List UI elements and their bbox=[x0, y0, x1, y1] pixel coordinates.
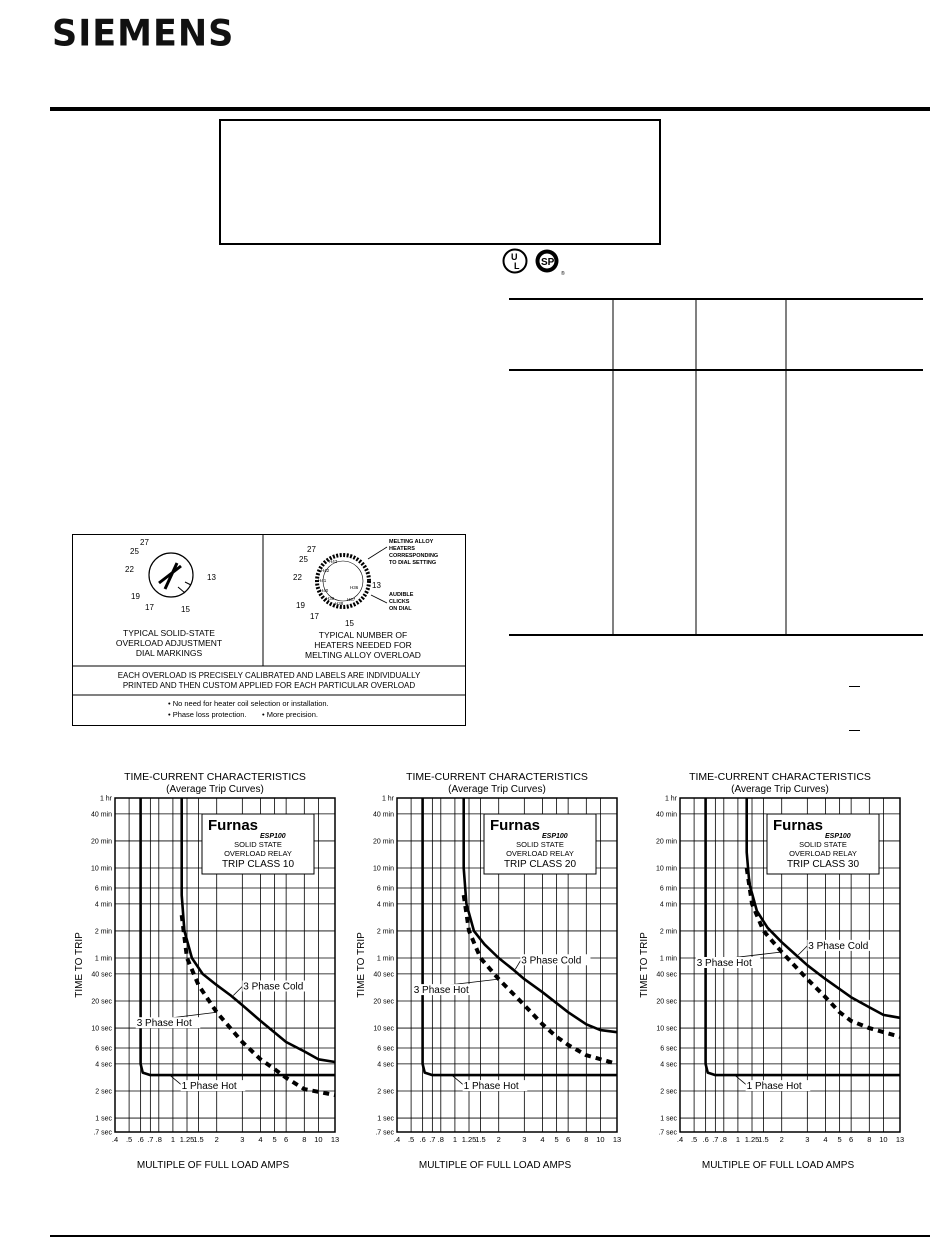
y-tick-label: 2 min bbox=[659, 928, 677, 936]
y-tick-label: 40 sec bbox=[91, 971, 112, 979]
x-tick-label: .5 bbox=[690, 1135, 698, 1144]
heater-code: H36 bbox=[350, 585, 359, 590]
x-tick-label: 8 bbox=[867, 1135, 872, 1144]
y-tick-label: 40 min bbox=[372, 811, 394, 819]
chart-title: TIME-CURRENT CHARACTERISTICS bbox=[689, 771, 871, 783]
y-tick-label: 4 min bbox=[376, 901, 394, 909]
calibration-statement: EACH OVERLOAD IS PRECISELY CALIBRATED AND LABELS ARE INDIVIDUALLY bbox=[117, 671, 421, 680]
footer-rule bbox=[50, 1235, 930, 1237]
left-caption: OVERLOAD ADJUSTMENT bbox=[115, 638, 223, 648]
callout-text: HEATERS bbox=[389, 546, 415, 552]
series-label: 3 Phase Hot bbox=[696, 958, 752, 970]
y-tick-label: 20 sec bbox=[91, 998, 112, 1006]
series-label: 3 Phase Hot bbox=[413, 985, 469, 997]
x-axis-label: MULTIPLE OF FULL LOAD AMPS bbox=[701, 1160, 855, 1171]
trip-class: TRIP CLASS 30 bbox=[786, 859, 860, 870]
legend-line: OVERLOAD RELAY bbox=[789, 849, 857, 858]
y-tick-label: 1 hr bbox=[381, 795, 394, 803]
series-label: 3 Phase Cold bbox=[808, 940, 869, 952]
left-caption: TYPICAL SOLID-STATE bbox=[123, 628, 215, 638]
x-axis-label: MULTIPLE OF FULL LOAD AMPS bbox=[418, 1160, 572, 1171]
x-tick-label: 4 bbox=[258, 1135, 263, 1144]
x-tick-label: .6 bbox=[702, 1135, 709, 1144]
dial-number: 25 bbox=[130, 547, 139, 556]
y-tick-label: 20 min bbox=[90, 838, 112, 846]
y-tick-label: 2 min bbox=[376, 928, 394, 936]
siemens-logo: SIEMENS bbox=[52, 13, 235, 55]
x-tick-label: 6 bbox=[849, 1135, 854, 1144]
x-tick-label: .7 bbox=[429, 1135, 436, 1144]
y-tick-label: 6 sec bbox=[377, 1045, 394, 1053]
y-axis-label: TIME TO TRIP bbox=[639, 932, 650, 998]
trip-curve-chart-class-20 bbox=[347, 766, 647, 1186]
dial-number: 27 bbox=[140, 538, 149, 547]
x-tick-label: .7 bbox=[712, 1135, 719, 1144]
x-tick-label: 10 bbox=[314, 1135, 323, 1144]
y-tick-label: 6 min bbox=[659, 885, 677, 893]
chart-title: TIME-CURRENT CHARACTERISTICS bbox=[124, 771, 306, 783]
x-tick-label: .4 bbox=[393, 1135, 401, 1144]
y-tick-label: 1 min bbox=[659, 955, 677, 963]
y-tick-label: 1 sec bbox=[377, 1115, 394, 1123]
product-name: ESP100 bbox=[542, 833, 568, 840]
y-tick-label: 10 sec bbox=[373, 1025, 394, 1033]
y-tick-label: 2 sec bbox=[660, 1088, 677, 1096]
trip-curve-chart-class-10 bbox=[65, 766, 365, 1186]
y-tick-label: 10 min bbox=[655, 865, 677, 873]
series-label: 3 Phase Cold bbox=[243, 981, 304, 993]
y-tick-label: 6 min bbox=[94, 885, 112, 893]
x-tick-label: 1.25 bbox=[461, 1135, 477, 1144]
header-rule bbox=[50, 107, 930, 111]
series-label: 1 Phase Hot bbox=[181, 1081, 237, 1093]
callout-text: CORRESPONDING bbox=[389, 553, 439, 559]
x-tick-label: .8 bbox=[437, 1135, 444, 1144]
x-tick-label: 1.5 bbox=[475, 1135, 486, 1144]
dial-number: 19 bbox=[131, 592, 140, 601]
dial-number: 27 bbox=[307, 545, 316, 554]
y-tick-label: 2 sec bbox=[95, 1088, 112, 1096]
x-tick-label: 13 bbox=[895, 1135, 905, 1144]
series-label: 1 Phase Hot bbox=[463, 1081, 519, 1093]
y-tick-label: 20 min bbox=[372, 838, 394, 846]
x-tick-label: 1 bbox=[170, 1135, 175, 1144]
spec-table bbox=[509, 298, 923, 636]
svg-text:®: ® bbox=[561, 271, 565, 277]
x-tick-label: .6 bbox=[137, 1135, 144, 1144]
x-tick-label: 2 bbox=[214, 1135, 219, 1144]
dial-number: 17 bbox=[145, 603, 154, 612]
left-caption: DIAL MARKINGS bbox=[135, 648, 203, 658]
y-tick-label: 6 min bbox=[376, 885, 394, 893]
x-tick-label: 3 bbox=[805, 1135, 810, 1144]
title-box bbox=[219, 119, 661, 245]
heater-code: H39 bbox=[326, 596, 335, 601]
dial-comparison-panel bbox=[72, 534, 466, 726]
right-caption: MELTING ALLOY OVERLOAD bbox=[305, 650, 421, 660]
dial-number: 13 bbox=[372, 581, 381, 590]
x-tick-label: .5 bbox=[125, 1135, 133, 1144]
y-tick-label: 10 sec bbox=[91, 1025, 112, 1033]
furnas-logo: Furnas bbox=[773, 817, 824, 834]
dial-number: 22 bbox=[125, 565, 134, 574]
y-axis-label: TIME TO TRIP bbox=[356, 932, 367, 998]
x-tick-label: 1 bbox=[735, 1135, 740, 1144]
trip-class: TRIP CLASS 10 bbox=[221, 859, 295, 870]
heater-code: H41 bbox=[318, 578, 327, 583]
heater-code: H42 bbox=[321, 568, 330, 573]
bullet-precision: • More precision. bbox=[262, 710, 318, 719]
legend-line: SOLID STATE bbox=[799, 840, 847, 849]
chart-title: TIME-CURRENT CHARACTERISTICS bbox=[406, 771, 588, 783]
x-tick-label: 8 bbox=[302, 1135, 307, 1144]
dial-number: 22 bbox=[293, 573, 302, 582]
svg-text:L: L bbox=[514, 261, 520, 271]
svg-text:SP: SP bbox=[541, 257, 555, 268]
y-tick-label: 2 min bbox=[94, 928, 112, 936]
x-tick-label: .4 bbox=[676, 1135, 684, 1144]
x-tick-label: 1.25 bbox=[179, 1135, 195, 1144]
x-tick-label: .8 bbox=[720, 1135, 727, 1144]
x-tick-label: .4 bbox=[111, 1135, 119, 1144]
certification-marks bbox=[502, 248, 572, 278]
chart-subtitle: (Average Trip Curves) bbox=[448, 784, 546, 795]
x-tick-label: 6 bbox=[284, 1135, 289, 1144]
x-tick-label: 6 bbox=[566, 1135, 571, 1144]
svg-text:U: U bbox=[511, 252, 518, 262]
chart-subtitle: (Average Trip Curves) bbox=[166, 784, 264, 795]
series-label: 3 Phase Cold bbox=[521, 955, 582, 967]
ul-mark-icon bbox=[504, 250, 527, 273]
y-tick-label: 6 sec bbox=[660, 1045, 677, 1053]
legend-line: SOLID STATE bbox=[234, 840, 282, 849]
bullet-phase-loss: • Phase loss protection. bbox=[168, 710, 247, 719]
x-tick-label: .6 bbox=[419, 1135, 426, 1144]
legend-line: OVERLOAD RELAY bbox=[224, 849, 292, 858]
callout-text: TO DIAL SETTING bbox=[389, 560, 437, 566]
furnas-logo: Furnas bbox=[490, 817, 541, 834]
y-tick-label: 40 min bbox=[655, 811, 677, 819]
y-tick-label: 1 min bbox=[376, 955, 394, 963]
x-tick-label: 5 bbox=[554, 1135, 559, 1144]
x-tick-label: 5 bbox=[837, 1135, 842, 1144]
bullet-heater-coil: • No need for heater coil selection or installation. bbox=[168, 699, 329, 708]
legend-line: OVERLOAD RELAY bbox=[506, 849, 574, 858]
y-tick-label: 10 sec bbox=[656, 1025, 677, 1033]
series-label: 1 Phase Hot bbox=[746, 1081, 802, 1093]
y-tick-label: 10 min bbox=[90, 865, 112, 873]
x-tick-label: 1.5 bbox=[758, 1135, 769, 1144]
callout-text: ON DIAL bbox=[389, 606, 412, 612]
heater-code: H37 bbox=[347, 597, 356, 602]
y-tick-label: 1 hr bbox=[99, 795, 112, 803]
y-tick-label: 40 min bbox=[90, 811, 112, 819]
x-tick-label: 1.25 bbox=[744, 1135, 760, 1144]
right-caption: TYPICAL NUMBER OF bbox=[318, 630, 408, 640]
x-tick-label: 4 bbox=[823, 1135, 828, 1144]
solid-state-dial-icon bbox=[149, 553, 193, 597]
y-tick-label: 40 sec bbox=[656, 971, 677, 979]
x-tick-label: .7 bbox=[147, 1135, 154, 1144]
calibration-statement: PRINTED AND THEN CUSTOM APPLIED FOR EACH PARTICULAR OVERLOAD bbox=[122, 681, 416, 690]
series-label: 3 Phase Hot bbox=[136, 1018, 192, 1030]
y-tick-label: 6 sec bbox=[95, 1045, 112, 1053]
x-tick-label: .5 bbox=[407, 1135, 415, 1144]
csa-mark-icon bbox=[536, 250, 566, 278]
dial-number: 25 bbox=[299, 555, 308, 564]
legend-line: SOLID STATE bbox=[516, 840, 564, 849]
furnas-logo: Furnas bbox=[208, 817, 259, 834]
x-tick-label: 3 bbox=[240, 1135, 245, 1144]
x-tick-label: 10 bbox=[879, 1135, 888, 1144]
y-tick-label: .7 sec bbox=[658, 1129, 677, 1137]
callout-text: AUDIBLE bbox=[389, 592, 414, 598]
callout-text: MELTING ALLOY bbox=[389, 539, 434, 545]
product-name: ESP100 bbox=[825, 833, 851, 840]
x-tick-label: 3 bbox=[522, 1135, 527, 1144]
x-tick-label: 2 bbox=[496, 1135, 501, 1144]
x-tick-label: 8 bbox=[584, 1135, 589, 1144]
y-tick-label: 4 sec bbox=[660, 1061, 677, 1069]
y-tick-label: 1 hr bbox=[664, 795, 677, 803]
right-caption: HEATERS NEEDED FOR bbox=[314, 640, 412, 650]
y-axis-label: TIME TO TRIP bbox=[74, 932, 85, 998]
trip-class: TRIP CLASS 20 bbox=[503, 859, 577, 870]
x-tick-label: 1.5 bbox=[193, 1135, 204, 1144]
y-tick-label: 20 sec bbox=[656, 998, 677, 1006]
y-tick-label: 4 min bbox=[659, 901, 677, 909]
y-tick-label: .7 sec bbox=[93, 1129, 112, 1137]
y-tick-label: 1 sec bbox=[95, 1115, 112, 1123]
dash-mark bbox=[849, 686, 860, 687]
x-tick-label: 2 bbox=[779, 1135, 784, 1144]
y-tick-label: 1 sec bbox=[660, 1115, 677, 1123]
x-tick-label: 13 bbox=[612, 1135, 622, 1144]
heater-code: H43 bbox=[329, 559, 338, 564]
x-axis-label: MULTIPLE OF FULL LOAD AMPS bbox=[136, 1160, 290, 1171]
dial-number: 19 bbox=[296, 601, 305, 610]
x-tick-label: 1 bbox=[452, 1135, 457, 1144]
x-tick-label: .8 bbox=[155, 1135, 162, 1144]
dial-number: 13 bbox=[207, 573, 216, 582]
x-tick-label: 4 bbox=[540, 1135, 545, 1144]
heater-code: H38 bbox=[335, 601, 344, 606]
x-tick-label: 5 bbox=[272, 1135, 277, 1144]
dial-number: 15 bbox=[345, 619, 354, 628]
y-tick-label: 4 sec bbox=[377, 1061, 394, 1069]
y-tick-label: 4 sec bbox=[95, 1061, 112, 1069]
chart-subtitle: (Average Trip Curves) bbox=[731, 784, 829, 795]
y-tick-label: 2 sec bbox=[377, 1088, 394, 1096]
dash-mark bbox=[849, 730, 860, 731]
trip-curve-chart-class-30 bbox=[630, 766, 930, 1186]
y-tick-label: 20 sec bbox=[373, 998, 394, 1006]
y-tick-label: 4 min bbox=[94, 901, 112, 909]
heater-code: H40 bbox=[320, 588, 329, 593]
callout-text: CLICKS bbox=[389, 599, 410, 605]
y-tick-label: .7 sec bbox=[375, 1129, 394, 1137]
y-tick-label: 40 sec bbox=[373, 971, 394, 979]
x-tick-label: 13 bbox=[330, 1135, 340, 1144]
dial-number: 15 bbox=[181, 605, 190, 614]
y-tick-label: 1 min bbox=[94, 955, 112, 963]
y-tick-label: 10 min bbox=[372, 865, 394, 873]
product-name: ESP100 bbox=[260, 833, 286, 840]
x-tick-label: 10 bbox=[596, 1135, 605, 1144]
dial-number: 17 bbox=[310, 612, 319, 621]
y-tick-label: 20 min bbox=[655, 838, 677, 846]
